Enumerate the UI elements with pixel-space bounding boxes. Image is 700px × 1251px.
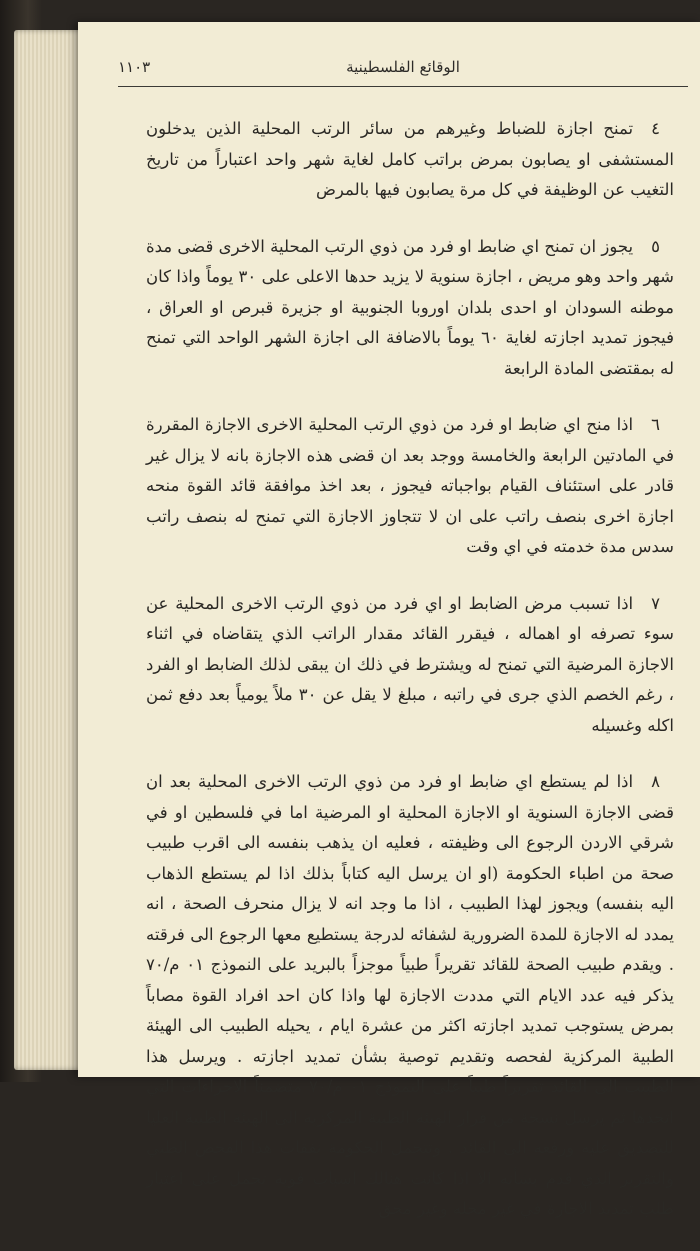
page-number: ١١٠٣ <box>118 58 151 76</box>
paragraph-number: ٧ <box>651 593 660 613</box>
paragraph-number: ٦ <box>651 415 660 434</box>
paragraph-8 <box>146 767 674 1225</box>
paragraph-number: ٥ <box>651 236 660 256</box>
paragraph-number: ٤ <box>651 119 660 138</box>
paragraph-text: اذا لم يستطع اي ضابط او فرد من ذوي الرتب الاخرى المحلية بعد ان قضى الاجازة السنوية او الاجازة المحلية او المرضية اما في فلسطين او في شرقي الاردن الرجوع الى وظيفته ، فعليه ان يذهب بنفسه الى اقرب طبيب صحة من اطباء الحكومة (او ان يرسل اليه كتاباً بذلك اذا لم يستطع الذهاب اليه بنفسه) ويجوز لهذا الطبيب ، اذا ما وجد انه لا يزال منحرف الصحة ، انه يمدد له الاجازة للمدة الضرورية لشفائه لدرجة يستطيع معها الرجوع الى فرقته . ويقدم طبيب الصحة للقائد تقريراً طبياً موجزاً بالبريد على النموذج ٠١ م/٧٠ يذكر فيه عدد الايام التي مددت الاجازة لها واذا كان احد افراد القوة مصاباً بمرض يستوجب تمديد اجازته اكثر من عشرة ايام ، يحيله الطبيب الى الهيئة الطبية المركزية لفحصه وتقديم توصية بشأن تمديد اجازته . ويرسل هذا الطبيب الى القائد تقريراً طبياً على النموذج ٠١ م/٧٠ متضمناً الاجراءات التي اتخذها ثم يرسل نسخة من قرار الهيئة الطبية المركزية الى الهيئة الطبية العليا للتصديق عليه ورفعه الى القائد . وتتحمل الحكومة نفقات هذا الفحص الطبي والتقرير الذي قدم بشأنه الا اذا كانت هنالك اسباب قوية تحمل على اعتبار طلب تمديد الاجازة في غير محله وغير محق <box>146 772 674 1218</box>
paragraph-text: يجوز ان تمنح اي ضابط او فرد من ذوي الرتب المحلية الاخرى قضى مدة شهر واحد وهو مريض ، اجازة سنوية لا يزيد حدها الاعلى على ٣٠ يوماً واذا كان موطنه السودان او احدى بلدان اوروبا الجنوبية او جزيرة قبرص او العراق ، فيجوز تمديد اجازته لغاية ٦٠ يوماً بالاضافة الى اجازة الشهر الواحد التي تمنح له بمقتضى المادة الرابعة <box>146 236 674 378</box>
page-header <box>118 56 688 87</box>
page-edges <box>14 30 86 1070</box>
paragraph-7 <box>146 589 674 742</box>
paragraph-5 <box>146 232 674 385</box>
paragraph-number: ٨ <box>651 772 660 791</box>
paragraph-6 <box>146 410 674 563</box>
paragraph-4 <box>146 114 674 206</box>
paragraph-text: اذا منح اي ضابط او فرد من ذوي الرتب المحلية الاخرى الاجازة المقررة في المادتين الرابعة والخامسة ووجد بعد ان قضى هذه الاجازة بانه لا يزال غير قادر على استئناف القيام بواجباته فيجوز ، بعد اخذ موافقة قائد القوة منحه اجازة اخرى بنصف راتب على ان لا تتجاوز الاجازة التي تمنح له بنصف راتب سدس مدة خدمته في اي وقت <box>146 415 674 556</box>
paragraph-text: اذا تسبب مرض الضابط او اي فرد من ذوي الرتب الاخرى المحلية عن سوء تصرفه او اهماله ، فيقرر القائد مقدار الراتب الذي يتقاضاه في اثناء الاجازة المرضية التي تمنح له ويشترط في ذلك ان يبقى لذلك الضابط او الفرد ، رغم الخصم الذي جرى في راتبه ، مبلغ لا يقل عن ٣٠ ملاً يومياً بعد دفع ثمن اكله وغسيله <box>146 593 675 735</box>
running-title: الوقائع الفلسطينية <box>346 58 460 76</box>
document-body <box>146 114 674 1251</box>
paragraph-text: تمنح اجازة للضباط وغيرهم من سائر الرتب المحلية الذين يدخلون المستشفى او يصابون بمرض براتب كامل لغاية شهر واحد اعتباراً من تاريخ التغيب عن الوظيفة في كل مرة يصابون فيها بالمرض <box>146 119 674 199</box>
document-page <box>78 22 700 1218</box>
